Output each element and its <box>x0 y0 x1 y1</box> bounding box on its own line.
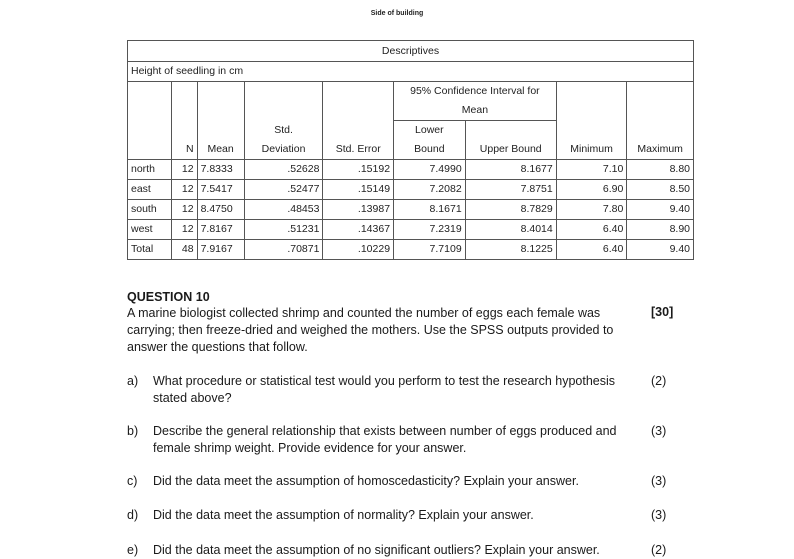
sub-question-marks: (3) <box>651 508 667 522</box>
sub-question-text: Describe the general relationship that exists between number of eggs produced and female shrimp weight. Provide evidence for your answer. <box>153 424 617 455</box>
page-caption: Side of building <box>370 10 424 17</box>
min-cell: 6.40 <box>556 240 627 260</box>
sub-question-label: d) <box>127 508 139 522</box>
upper-cell: 8.1677 <box>465 160 556 180</box>
lower-cell: 7.7109 <box>394 240 466 260</box>
std-dev-header-line1: Std. <box>244 121 323 141</box>
upper-cell: 7.8751 <box>465 180 556 200</box>
sd-cell: .52628 <box>244 160 323 180</box>
upper-cell: 8.4014 <box>465 220 556 240</box>
minimum-header: Minimum <box>556 140 627 160</box>
se-cell: .15192 <box>323 160 394 180</box>
sub-question-label: a) <box>127 374 139 388</box>
upper-cell: 8.7829 <box>465 200 556 220</box>
max-cell: 9.40 <box>627 240 694 260</box>
max-cell: 8.80 <box>627 160 694 180</box>
group-cell: north <box>128 160 172 180</box>
mean-cell: 8.4750 <box>197 200 244 220</box>
min-cell: 7.10 <box>556 160 627 180</box>
se-cell: .10229 <box>323 240 394 260</box>
question-title: QUESTION 10 <box>127 290 210 304</box>
group-cell: west <box>128 220 172 240</box>
max-cell: 9.40 <box>627 200 694 220</box>
lower-header-line2: Bound <box>394 140 466 160</box>
ci-header-line2: Mean <box>394 101 557 121</box>
table-row <box>128 200 694 220</box>
descriptives-table <box>127 40 694 260</box>
sub-question-marks: (3) <box>651 474 667 488</box>
table-row <box>128 220 694 240</box>
maximum-header: Maximum <box>627 140 694 160</box>
min-cell: 7.80 <box>556 200 627 220</box>
se-cell: .13987 <box>323 200 394 220</box>
sub-question-text: Did the data meet the assumption of normality? Explain your answer. <box>153 508 534 522</box>
table-row <box>128 160 694 180</box>
max-cell: 8.90 <box>627 220 694 240</box>
sd-cell: .52477 <box>244 180 323 200</box>
sub-question-marks: (3) <box>651 424 667 438</box>
table-row-total <box>128 240 694 260</box>
n-cell: 12 <box>172 200 198 220</box>
sub-question-label: e) <box>127 543 139 557</box>
table-title: Descriptives <box>128 41 694 62</box>
group-cell: Total <box>128 240 172 260</box>
se-cell: .14367 <box>323 220 394 240</box>
min-cell: 6.40 <box>556 220 627 240</box>
group-cell: south <box>128 200 172 220</box>
sub-question-marks: (2) <box>651 543 667 557</box>
ci-header-line1: 95% Confidence Interval for <box>394 82 557 102</box>
lower-header-line1: Lower <box>394 121 466 141</box>
upper-cell: 8.1225 <box>465 240 556 260</box>
group-cell: east <box>128 180 172 200</box>
max-cell: 8.50 <box>627 180 694 200</box>
mean-cell: 7.8333 <box>197 160 244 180</box>
lower-cell: 7.4990 <box>394 160 466 180</box>
n-cell: 12 <box>172 180 198 200</box>
n-cell: 12 <box>172 160 198 180</box>
table-row <box>128 180 694 200</box>
mean-cell: 7.8167 <box>197 220 244 240</box>
min-cell: 6.90 <box>556 180 627 200</box>
std-dev-header-line2: Deviation <box>244 140 323 160</box>
sd-cell: .51231 <box>244 220 323 240</box>
sub-question-text: Did the data meet the assumption of no significant outliers? Explain your answer. <box>153 543 600 557</box>
n-cell: 12 <box>172 220 198 240</box>
sub-question-label: b) <box>127 424 139 438</box>
mean-cell: 7.5417 <box>197 180 244 200</box>
dependent-variable-label: Height of seedling in cm <box>128 62 694 82</box>
lower-cell: 8.1671 <box>394 200 466 220</box>
sub-question-label: c) <box>127 474 138 488</box>
mean-header: Mean <box>197 140 244 160</box>
lower-cell: 7.2319 <box>394 220 466 240</box>
n-cell: 48 <box>172 240 198 260</box>
question-total-marks: [30] <box>651 305 674 319</box>
sd-cell: .48453 <box>244 200 323 220</box>
lower-cell: 7.2082 <box>394 180 466 200</box>
sub-question-text: What procedure or statistical test would you perform to test the research hypothesis stated above? <box>153 374 616 405</box>
std-error-header: Std. Error <box>323 140 394 160</box>
mean-cell: 7.9167 <box>197 240 244 260</box>
upper-header: Upper Bound <box>465 140 556 160</box>
question-intro: A marine biologist collected shrimp and counted the number of eggs each female was carrying; then freeze-dried and weighed the mothers. Use the SPSS outputs provided to answer the questions that follow. <box>127 306 614 354</box>
sub-question-text: Did the data meet the assumption of homoscedasticity? Explain your answer. <box>153 474 579 488</box>
se-cell: .15149 <box>323 180 394 200</box>
n-header: N <box>172 140 198 160</box>
sd-cell: .70871 <box>244 240 323 260</box>
sub-question-marks: (2) <box>651 374 667 388</box>
